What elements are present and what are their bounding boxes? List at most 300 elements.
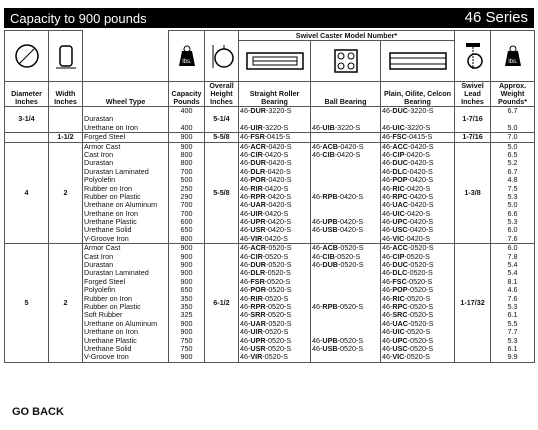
model-code: UPR: [250, 335, 266, 345]
model-code: CIP: [392, 149, 405, 159]
capacity-value: 900: [180, 327, 193, 337]
overall-height-cell: 5-5/8: [205, 142, 239, 244]
model-code: POP: [392, 285, 408, 295]
wheel-type-value: Urethane on Aluminum: [84, 200, 158, 210]
approx-weight-value: 9.9: [507, 352, 518, 362]
lead-icon-cell: [455, 31, 491, 82]
capacity-value: 290: [180, 191, 193, 201]
straight-roller-value: 46-DLR-0520-S: [240, 268, 291, 278]
ball-bearing-value: [312, 269, 379, 277]
model-code: UIB: [322, 122, 335, 132]
capacity-value: 400: [180, 106, 193, 115]
approx-weight-value: 5.3: [507, 302, 518, 311]
straight-roller-value: 46-UPR-0420-S: [240, 217, 292, 227]
plain-bearing-value: 46-FSC-0415-S: [382, 132, 433, 142]
model-code: POP: [392, 175, 408, 185]
model-code: UPC: [392, 335, 408, 345]
approx-weight-value: 5.4: [507, 268, 518, 278]
plain-bearing-value: 46-ACC-0420-S: [382, 142, 434, 151]
ball-bearing-value: [312, 320, 379, 328]
swivel-lead-cell: 1-7/16: [455, 133, 491, 142]
wheel-type-value: Rubber on Iron: [84, 293, 132, 303]
wheel-type-value: Durastan: [84, 260, 114, 270]
wheel-type-value: Soft Rubber: [84, 310, 123, 320]
plain-bearing-value: 46-DUC-0420-S: [382, 158, 434, 168]
wheel-type-value: Urethane Solid: [84, 343, 132, 353]
plain-bearing-icon-cell: [381, 41, 455, 82]
approx-weight-value: 6.6: [507, 208, 518, 218]
series-banner: [4, 8, 534, 28]
approx-weight-value: 4.6: [507, 285, 518, 295]
plain-bearing-value: 46-DLC-0520-S: [382, 268, 433, 278]
capacity-value: 900: [180, 268, 193, 278]
capacity-value: 325: [180, 310, 193, 320]
capacity-value: 900: [180, 260, 193, 270]
straight-roller-value: 46-UIR-3220-S: [240, 122, 289, 132]
caster-spec-table: [4, 30, 535, 363]
plain-bearing-value: 46-DLC-0420-S: [382, 166, 433, 176]
approx-weight-value: 8.1: [507, 276, 518, 286]
straight-roller-value: 46-UAR-0420-S: [240, 200, 292, 210]
model-code: DUC: [392, 106, 408, 115]
header-swivel-lead: Swivel Lead Inches: [455, 82, 491, 107]
overall-height-cell: 5-5/8: [205, 133, 239, 142]
wheel-type-value: Rubber on Plastic: [84, 191, 141, 201]
model-code: DUC: [392, 260, 408, 270]
approx-weight-list: [491, 244, 535, 362]
capacity-list: [169, 244, 205, 362]
plain-bearing-value: 46-VIC-0420-S: [382, 233, 430, 243]
capacity-value: 900: [180, 276, 193, 286]
wheel-type-value: Cast Iron: [84, 149, 114, 159]
width-cell: [49, 107, 83, 133]
model-code: DUR: [250, 158, 266, 168]
approx-weight-value: 7.8: [507, 251, 518, 261]
wheel-type-list: [83, 142, 169, 244]
approx-weight-list: [491, 142, 535, 244]
capacity-icon-cell: [169, 31, 205, 82]
capacity-value: 700: [180, 200, 193, 210]
plain-bearing-value: 46-FSC-0520-S: [382, 276, 433, 286]
height-icon-cell: [205, 31, 239, 82]
approx-weight-value: 6.5: [507, 149, 518, 159]
model-code: ACC: [392, 142, 408, 151]
model-code: FSR: [250, 132, 265, 142]
approx-weight-value: 5.0: [507, 200, 518, 210]
ball-bearing-value: [312, 278, 379, 286]
model-code: RPC: [392, 191, 408, 201]
model-code: UPC: [392, 217, 408, 227]
model-code: SRC: [392, 310, 408, 320]
model-code: USR: [250, 225, 266, 235]
capacity-value: 250: [180, 183, 193, 193]
plain-bearing-value: 46-UIC-0420-S: [382, 208, 431, 218]
plain-bearing-list: [381, 133, 455, 142]
capacity-value: 750: [180, 335, 193, 345]
plain-bearing-value: 46-USC-0420-S: [382, 225, 434, 235]
approx-weight-value: 5.4: [507, 260, 518, 270]
caster-group-row: [5, 107, 535, 133]
ball-bearing-value: 46-UPB-0420-S: [312, 217, 364, 227]
approx-weight-value: 6.0: [507, 243, 518, 253]
ball-bearing-value: [312, 133, 379, 141]
capacity-value: 650: [180, 285, 193, 295]
plain-bearing-value: 46-UIC-3220-S: [382, 122, 431, 132]
ball-bearing-value: 46-ACB-0520-S: [312, 243, 364, 253]
approx-weight-value: 5.2: [507, 158, 518, 168]
wheel-type-value: Durastan Laminated: [84, 166, 149, 176]
ball-bearing-value: [312, 176, 379, 184]
straight-roller-value: 46-RIR-0420-S: [240, 183, 289, 193]
model-code: FSC: [392, 132, 407, 142]
model-code: ACB: [322, 243, 338, 253]
approx-weight-value: 6.0: [507, 225, 518, 235]
wheel-type-list: [83, 107, 169, 133]
weight-icon-cell: [491, 31, 535, 82]
straight-roller-list: [239, 142, 311, 244]
straight-roller-list: [239, 244, 311, 362]
ball-bearing-value: 46-CIB-0520-S: [312, 251, 361, 261]
straight-roller-value: 46-RPR-0520-S: [240, 302, 292, 311]
wheel-type-value: Durastan: [84, 158, 114, 168]
model-code: VIR: [250, 352, 263, 362]
plain-bearing-value: 46-CIP-0420-S: [382, 149, 430, 159]
straight-roller-value: 46-UAR-0520-S: [240, 318, 292, 328]
ball-bearing-list: [311, 244, 381, 362]
wheel-type-value: Urethane on Iron: [84, 327, 138, 337]
model-code: ACB: [322, 142, 338, 151]
model-code: USC: [392, 343, 408, 353]
straight-roller-value: 46-FSR-0520-S: [240, 276, 291, 286]
model-code: RPR: [250, 191, 266, 201]
model-code: ACC: [392, 243, 408, 253]
model-code: DLC: [392, 268, 408, 278]
wheel-type-value: Durastan Laminated: [84, 268, 149, 278]
ball-bearing-value: [312, 286, 379, 294]
ball-bearing-value: 46-CIB-0420-S: [312, 149, 361, 159]
capacity-value: 350: [180, 293, 193, 303]
plain-bearing-value: 46-DUC-0520-S: [382, 260, 434, 270]
approx-weight-value: 5.3: [507, 335, 518, 345]
ball-bearing-value: [312, 168, 379, 176]
plain-bearing-value: 46-SRC-0520-S: [382, 310, 434, 320]
straight-roller-list: [239, 133, 311, 142]
diameter-icon: [14, 43, 40, 69]
capacity-value: 350: [180, 302, 193, 311]
series-title: 46 Series: [464, 9, 528, 26]
model-code: UIR: [250, 327, 263, 337]
wheel-type-value: V-Groove Iron: [84, 352, 129, 362]
plain-bearing-list: [381, 142, 455, 244]
ball-bearing-value: [312, 201, 379, 209]
wheel-type-value: Armor Cast: [84, 142, 121, 151]
capacity-value: 750: [180, 343, 193, 353]
plain-bearing-value: 46-DUC-3220-S: [382, 106, 434, 115]
model-code: POR: [250, 175, 266, 185]
model-code: DLR: [250, 166, 266, 176]
model-code: USB: [322, 343, 338, 353]
capacity-list: [169, 133, 205, 142]
model-code: DLR: [250, 268, 266, 278]
straight-roller-value: 46-VIR-0420-S: [240, 233, 288, 243]
approx-weight-value: 5.0: [507, 142, 518, 151]
model-code: CIB: [322, 149, 335, 159]
model-code: FSR: [250, 276, 265, 286]
model-code: UIC: [392, 327, 405, 337]
ball-bearing-value: 46-UPB-0520-S: [312, 335, 364, 345]
model-code: UIR: [250, 208, 263, 218]
approx-weight-value: 7.6: [507, 233, 518, 243]
ball-bearing-value: 46-USB-0520-S: [312, 343, 364, 353]
model-code: DUC: [392, 158, 408, 168]
straight-roller-value: 46-VIR-0520-S: [240, 352, 288, 362]
ball-bearing-value: 46-RPB-0520-S: [312, 302, 364, 311]
straight-roller-value: 46-POR-0520-S: [240, 285, 292, 295]
capacity-value: 500: [180, 175, 193, 185]
capacity-value: 900: [180, 142, 193, 151]
width-cell: 2: [49, 244, 83, 362]
model-code: RIC: [392, 293, 405, 303]
ball-bearing-icon: [333, 48, 359, 74]
overall-height-cell: 5-1/4: [205, 107, 239, 133]
approx-weight-value: 5.0: [507, 122, 518, 132]
wheel-type-value: Polyolefin: [84, 175, 116, 185]
diameter-cell: 4: [5, 142, 49, 244]
wheel-type-value: Rubber on Plastic: [84, 302, 141, 311]
model-code: RPB: [322, 302, 338, 311]
plain-bearing-value: 46-POP-0420-S: [382, 175, 434, 185]
approx-weight-icon: [500, 43, 526, 69]
weight-icon-label: lbs.: [181, 59, 192, 65]
capacity-title: Capacity to 900 pounds: [10, 11, 147, 26]
header-straight-roller: Straight Roller Bearing: [239, 82, 311, 107]
plain-bearing-list: [381, 107, 455, 133]
header-ball-bearing: Ball Bearing: [311, 82, 381, 107]
go-back-link[interactable]: GO BACK: [12, 406, 64, 418]
wheel-type-value: Urethane Solid: [84, 225, 132, 235]
straight-roller-value: 46-DUR-0420-S: [240, 158, 292, 168]
capacity-list: [169, 107, 205, 133]
capacity-value: 800: [180, 233, 193, 243]
plain-bearing-value: 46-POP-0520-S: [382, 285, 434, 295]
plain-bearing-value: 46-UAC-0420-S: [382, 200, 434, 210]
wheel-width-icon: [55, 42, 77, 70]
approx-weight-value: 6.1: [507, 310, 518, 320]
wheel-type-value: Rubber on Iron: [84, 183, 132, 193]
model-code: CIR: [250, 251, 263, 261]
model-code: UIC: [392, 122, 405, 132]
swivel-lead-cell: 1-7/16: [455, 107, 491, 133]
header-plain-bearing: Plain, Oilite, Celcon Bearing: [381, 82, 455, 107]
model-code: RIR: [250, 293, 263, 303]
straight-roller-value: 46-DUR-0520-S: [240, 260, 292, 270]
capacity-value: 700: [180, 166, 193, 176]
wheel-type-value: Forged Steel: [84, 276, 126, 286]
straight-roller-value: 46-USR-0520-S: [240, 343, 292, 353]
straight-roller-value: 46-RPR-0420-S: [240, 191, 292, 201]
wheel-type-value: Urethane Plastic: [84, 217, 137, 227]
straight-roller-value: 46-UIR-0520-S: [240, 327, 289, 337]
overall-height-cell: 6-1/2: [205, 244, 239, 362]
header-width: Width Inches: [49, 82, 83, 107]
model-code: POR: [250, 285, 266, 295]
approx-weight-value: 5.5: [507, 318, 518, 328]
ball-bearing-value: 46-DUB-0520-S: [312, 260, 364, 270]
model-code: UIR: [250, 122, 263, 132]
plain-bearing-icon: [388, 50, 448, 72]
ball-bearing-list: [311, 142, 381, 244]
diameter-cell: 3-1/4: [5, 107, 49, 133]
capacity-value: 900: [180, 243, 193, 253]
straight-roller-value: 46-CIR-0420-S: [240, 149, 289, 159]
model-code: RPR: [250, 302, 266, 311]
swivel-lead-cell: 1-17/32: [455, 244, 491, 362]
diameter-cell: [5, 133, 49, 142]
model-code: CIB: [322, 251, 335, 261]
approx-weight-list: [491, 133, 535, 142]
caster-group-row: [5, 142, 535, 244]
plain-bearing-value: 46-RIC-0520-S: [382, 293, 431, 303]
ball-bearing-value: 46-ACB-0420-S: [312, 142, 364, 151]
diameter-cell: 5: [5, 244, 49, 362]
model-code: DUR: [250, 106, 266, 115]
approx-weight-value: 6.1: [507, 343, 518, 353]
plain-bearing-value: 46-CIP-0520-S: [382, 251, 430, 261]
plain-bearing-value: 46-ACC-0520-S: [382, 243, 434, 253]
ball-bearing-value: 46-USB-0420-S: [312, 225, 364, 235]
model-code: RPB: [322, 191, 338, 201]
model-code: UAC: [392, 200, 408, 210]
caster-group-row: [5, 133, 535, 142]
model-code: UPB: [322, 335, 338, 345]
approx-weight-value: 7.5: [507, 183, 518, 193]
approx-weight-list: [491, 107, 535, 133]
capacity-value: 650: [180, 225, 193, 235]
width-icon-cell: [49, 31, 83, 82]
straight-roller-list: [239, 107, 311, 133]
model-code: CIR: [250, 149, 263, 159]
approx-weight-value: 5.3: [507, 217, 518, 227]
approx-weight-icon-label: lbs.: [507, 59, 518, 65]
straight-roller-value: 46-RIR-0520-S: [240, 293, 289, 303]
wheel-type-value: Durastan: [84, 114, 114, 124]
header-wheel-type: Wheel Type: [83, 82, 169, 107]
straight-roller-value: 46-DUR-3220-S: [240, 106, 292, 115]
ball-bearing-value: [312, 159, 379, 167]
ball-bearing-value: 46-RPB-0420-S: [312, 191, 364, 201]
wheel-type-value: Cast Iron: [84, 251, 114, 261]
approx-weight-value: 6.7: [507, 106, 518, 115]
diameter-icon-cell: [5, 31, 49, 82]
model-code: DUB: [322, 260, 338, 270]
ball-bearing-value: [312, 107, 379, 115]
model-code: VIC: [392, 233, 405, 243]
model-code: ACR: [250, 243, 266, 253]
model-code: USC: [392, 225, 408, 235]
approx-weight-value: 7.0: [507, 132, 518, 142]
swivel-model-header: Swivel Caster Model Number*: [239, 31, 455, 41]
straight-roller-value: 46-UIR-0420-S: [240, 208, 289, 218]
straight-roller-value: 46-POR-0420-S: [240, 175, 292, 185]
straight-roller-value: 46-FSR-0415-S: [240, 132, 291, 142]
plain-bearing-value: 46-USC-0520-S: [382, 343, 434, 353]
capacity-value: 400: [180, 122, 193, 132]
capacity-value: 800: [180, 149, 193, 159]
width-cell: 1-1/2: [49, 133, 83, 142]
wheel-type-value: Urethane on Aluminum: [84, 318, 158, 328]
straight-roller-value: 46-UPR-0520-S: [240, 335, 292, 345]
model-code: DLC: [392, 166, 408, 176]
approx-weight-value: 7.6: [507, 293, 518, 303]
wheel-type-value: Armor Cast: [84, 243, 121, 253]
capacity-value: 900: [180, 132, 193, 142]
model-code: UPR: [250, 217, 266, 227]
swivel-lead-cell: 1-3/8: [455, 142, 491, 244]
model-code: VIR: [250, 233, 263, 243]
model-code: DUR: [250, 260, 266, 270]
plain-bearing-value: 46-VIC-0520-S: [382, 352, 430, 362]
ball-bearing-value: 46-UIB-3220-S: [312, 122, 361, 132]
approx-weight-value: 6.7: [507, 166, 518, 176]
wheel-type-list: [83, 244, 169, 362]
wheel-type-value: Urethane on Iron: [84, 122, 138, 132]
header-capacity: Capacity Pounds: [169, 82, 205, 107]
weight-icon: [174, 43, 200, 69]
straight-roller-value: 46-CIR-0520-S: [240, 251, 289, 261]
capacity-value: 600: [180, 217, 193, 227]
model-code: UIC: [392, 208, 405, 218]
overall-height-icon: [210, 42, 234, 70]
model-code: UAR: [250, 318, 266, 328]
capacity-value: 900: [180, 318, 193, 328]
model-code: SRR: [250, 310, 266, 320]
ball-bearing-value: [312, 311, 379, 319]
wheel-type-value: Polyolefin: [84, 285, 116, 295]
ball-bearing-value: [312, 235, 379, 243]
model-code: UPB: [322, 217, 338, 227]
model-code: RIR: [250, 183, 263, 193]
model-code: USR: [250, 343, 266, 353]
plain-bearing-value: 46-RPC-0520-S: [382, 302, 434, 311]
roller-bearing-icon-cell: [239, 41, 311, 82]
straight-roller-value: 46-DLR-0420-S: [240, 166, 291, 176]
model-code: UAC: [392, 318, 408, 328]
plain-bearing-value: 46-UAC-0520-S: [382, 318, 434, 328]
wheel-type-list: [83, 133, 169, 142]
ball-bearing-list: [311, 107, 381, 133]
ball-bearing-value: [312, 353, 379, 361]
capacity-value: 800: [180, 158, 193, 168]
capacity-list: [169, 142, 205, 244]
approx-weight-value: 5.3: [507, 191, 518, 201]
header-height: Overall Height Inches: [205, 82, 239, 107]
wheel-type-value: Urethane on Iron: [84, 208, 138, 218]
straight-roller-value: 46-ACR-0520-S: [240, 243, 292, 253]
plain-bearing-value: 46-RIC-0420-S: [382, 183, 431, 193]
wheel-type-value: Forged Steel: [84, 132, 126, 142]
header-approx-weight: Approx. Weight Pounds*: [491, 82, 535, 107]
plain-bearing-value: 46-UIC-0520-S: [382, 327, 431, 337]
model-code: RPC: [392, 302, 408, 311]
model-code: ACR: [250, 142, 266, 151]
model-code: CIP: [392, 251, 405, 261]
wheel-type-value: Urethane Plastic: [84, 335, 137, 345]
straight-roller-value: 46-SRR-0520-S: [240, 310, 292, 320]
ball-bearing-list: [311, 133, 381, 142]
capacity-value: 900: [180, 352, 193, 362]
header-diameter: Diameter Inches: [5, 82, 49, 107]
plain-bearing-value: 46-UPC-0520-S: [382, 335, 434, 345]
